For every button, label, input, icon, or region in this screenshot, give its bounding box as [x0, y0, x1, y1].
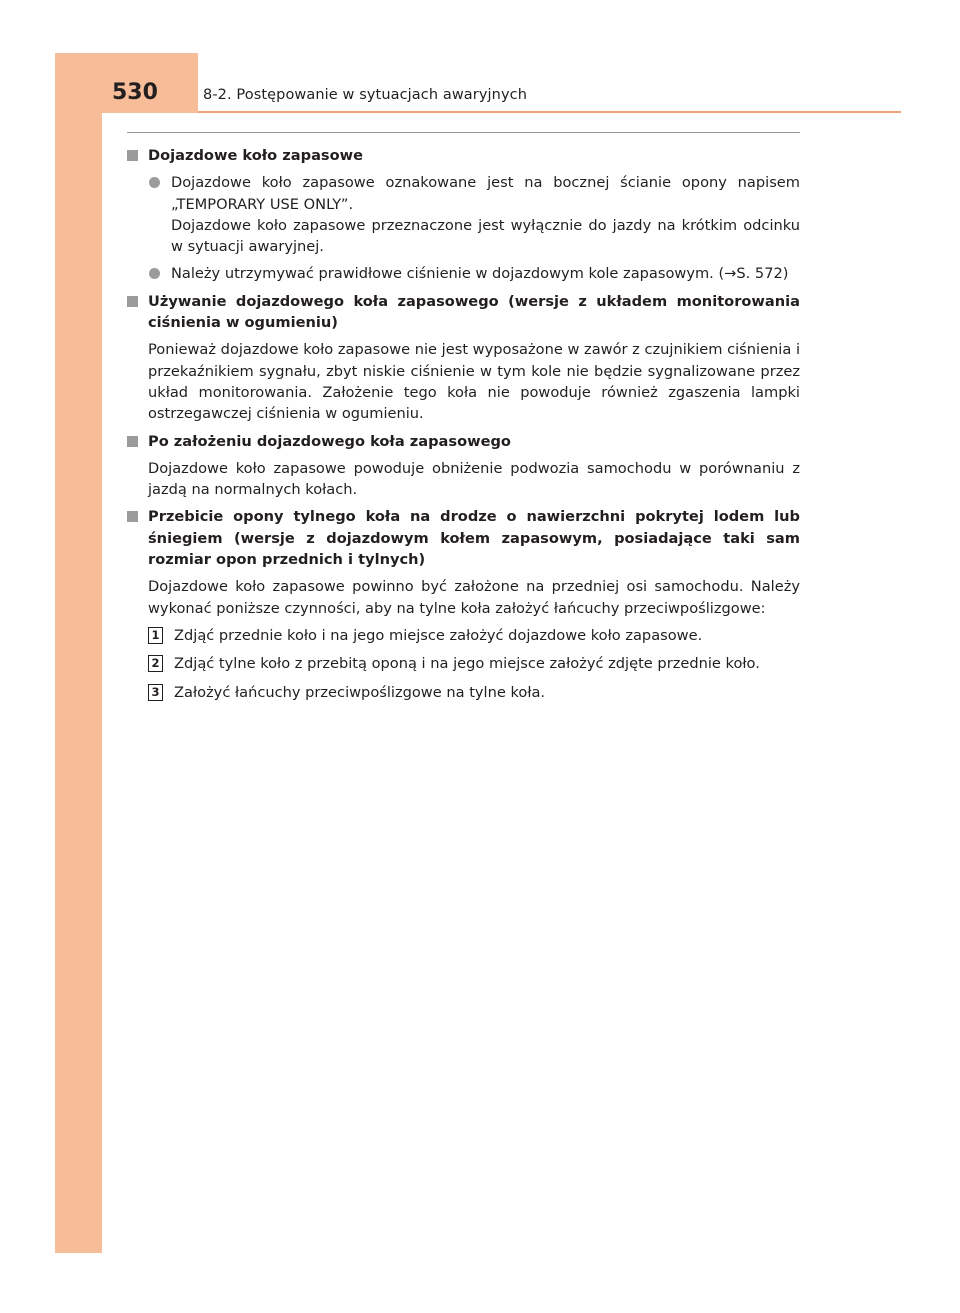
- square-bullet-icon: [127, 296, 138, 307]
- page-content: [127, 145, 800, 710]
- section-title: Dojazdowe koło zapasowe: [148, 147, 364, 164]
- bullet-text: Należy utrzymywać prawidłowe ciśnienie w dojazdowym kole zapasowym.: [171, 265, 714, 283]
- section-heading-rear-puncture: [127, 506, 800, 570]
- bullet-text: Dojazdowe koło zapasowe przeznaczone jest wyłącznie do jazdy na krótkim odcinku w sytuacji awaryjnej.: [171, 216, 800, 256]
- bullet-item: [148, 263, 800, 284]
- step-text: Zdjąć tylne koło z przebitą oponą i na jego miejsce założyć zdjęte przednie koło.: [174, 655, 760, 673]
- bullet-item: [148, 172, 800, 257]
- square-bullet-icon: [127, 150, 138, 161]
- step-item: [148, 653, 800, 674]
- section-title: Przebicie opony tylnego koła na drodze o nawierzchni pokrytej lodem lub śniegiem (wersje z dojazdowym kołem zapasowym, posiadające taki sam rozmiar opon przednich i tylnych): [148, 508, 800, 569]
- step-item: [148, 625, 800, 646]
- page-number: 530: [112, 80, 158, 105]
- circle-bullet-icon: [149, 177, 160, 188]
- step-item: [148, 682, 800, 703]
- section-title: Po założeniu dojazdowego koła zapasowego: [148, 432, 511, 450]
- section-heading-tpms: [127, 291, 800, 334]
- content-divider: [127, 132, 800, 133]
- section-body: Dojazdowe koło zapasowe powinno być założone na przedniej osi samochodu. Należy wykonać poniższe czynności, aby na tylne koła założyć łańcuchy przeciwpoślizgowe:: [148, 578, 800, 617]
- circle-bullet-icon: [149, 268, 160, 279]
- bullet-text: Dojazdowe koło zapasowe oznakowane jest na bocznej ścianie opony napisem „TEMPORARY USE ONLY”.: [171, 174, 800, 213]
- square-bullet-icon: [127, 436, 138, 447]
- side-color-band: [55, 53, 102, 1253]
- section-heading-spare-wheel: [127, 145, 800, 166]
- square-bullet-icon: [127, 511, 138, 522]
- step-number-box: 3: [148, 684, 163, 701]
- step-number-box: 2: [148, 655, 163, 672]
- section-header: 8-2. Postępowanie w sytuacjach awaryjnych: [203, 87, 527, 103]
- step-number-box: 1: [148, 627, 163, 644]
- page-reference-link[interactable]: (→S. 572): [718, 265, 789, 283]
- header-rule: [198, 111, 901, 113]
- step-text: Zdjąć przednie koło i na jego miejsce założyć dojazdowe koło zapasowe.: [174, 626, 703, 644]
- section-body: Dojazdowe koło zapasowe powoduje obniżenie podwozia samochodu w porównaniu z jazdą na normalnych kołach.: [148, 459, 800, 499]
- section-body: Ponieważ dojazdowe koło zapasowe nie jest wyposażone w zawór z czujnikiem ciśnienia i przekaźnikiem sygnału, zbyt niskie ciśnienie w tym kole nie będzie sygnalizowane przez układ monitorowania. Założenie tego koła nie powoduje również zgaszenia lampki ostrzegawczej ciśnienia w ogumieniu.: [148, 341, 800, 423]
- step-text: Założyć łańcuchy przeciwpoślizgowe na tylne koła.: [174, 683, 546, 701]
- section-heading-after-fitting: [127, 431, 800, 452]
- section-title: Używanie dojazdowego koła zapasowego (wersje z układem monitorowania ciśnienia w ogumieniu): [148, 292, 800, 332]
